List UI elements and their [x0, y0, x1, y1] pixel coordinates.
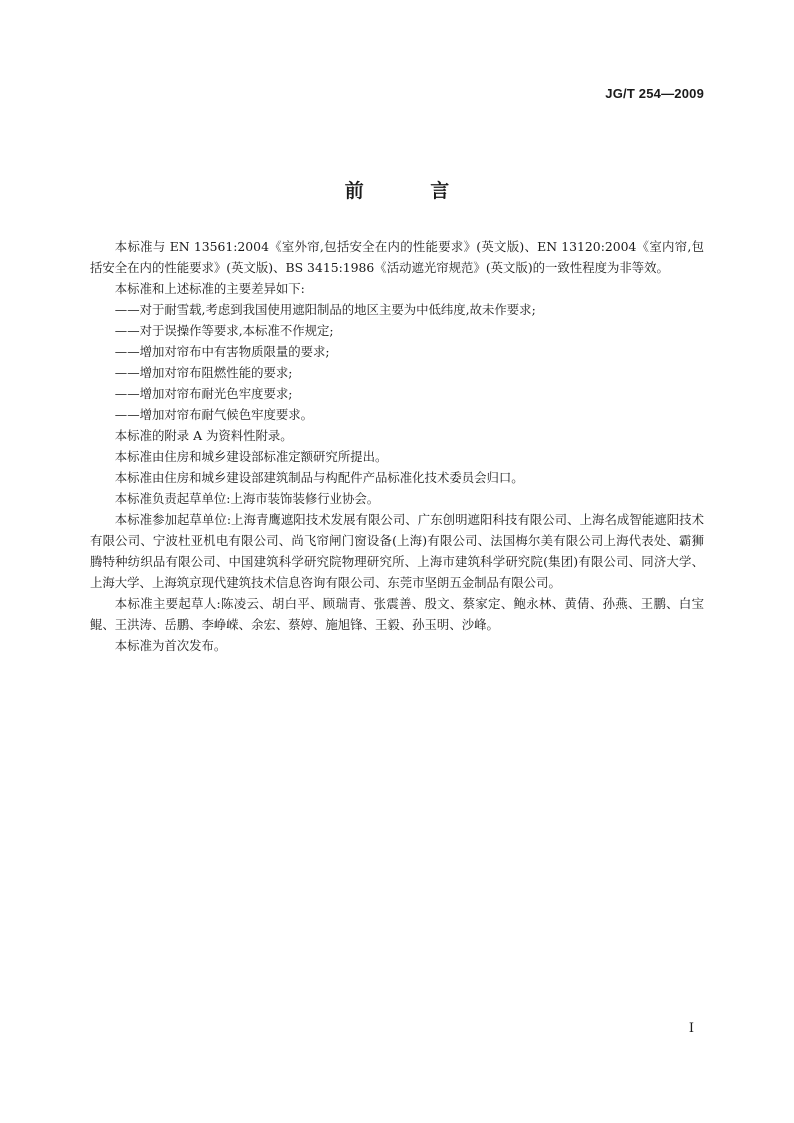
paragraph-appendix: 本标准的附录 A 为资料性附录。 — [114, 428, 293, 443]
page-title: 前 言 — [344, 180, 480, 202]
page-number: I — [688, 1021, 694, 1036]
paragraph-lead-drafter: 本标准负责起草单位:上海市装饰装修行业协会。 — [114, 491, 380, 506]
standard-code: JG/T 254—2009 — [605, 86, 704, 101]
paragraph-first-release: 本标准为首次发布。 — [114, 638, 227, 653]
paragraph-equivalence: 本标准与 EN 13561:2004《室外帘,包括安全在内的性能要求》(英文版)、EN 13120:2004《室内帘,包括安全在内的性能要求》(英文版)、BS 3415:1986《活动遮光帘规范》(英文版)的一致性程度为非等效。 — [90, 239, 704, 275]
difference-item-flame-retardant: ——增加对帘布阻燃性能的要求; — [114, 365, 293, 380]
paragraph-main-drafters: 本标准主要起草人:陈凌云、胡白平、顾瑞青、张震善、殷文、蔡家定、鲍永林、黄倩、孙燕、王鹏、白宝鲲、王洪涛、岳鹏、李峥嵘、余宏、蔡婷、施旭锋、王毅、孙玉明、沙峰。 — [90, 596, 704, 632]
difference-item-snow-load: ——对于耐雪载,考虑到我国使用遮阳制品的地区主要为中低纬度,故未作要求; — [114, 302, 536, 317]
difference-item-light-fastness: ——增加对帘布耐光色牢度要求; — [114, 386, 293, 401]
paragraph-participating-drafters: 本标准参加起草单位:上海青鹰遮阳技术发展有限公司、广东创明遮阳科技有限公司、上海名成智能遮阳技术有限公司、宁波杜亚机电有限公司、尚飞帘闸门窗设备(上海)有限公司、法国梅尔美有限公司上海代表处、霸狮腾特种纺织品有限公司、中国建筑科学研究院物理研究所、上海市建筑科学研究院(集团)有限公司、同济大学、上海大学、上海筑京现代建筑技术信息咨询有限公司、东莞市坚朗五金制品有限公司。 — [90, 512, 704, 590]
preface-body — [90, 236, 704, 656]
paragraph-proposer: 本标准由住房和城乡建设部标准定额研究所提出。 — [114, 449, 388, 464]
paragraph-differences-intro: 本标准和上述标准的主要差异如下: — [114, 281, 305, 296]
difference-item-weather-fastness: ——增加对帘布耐气候色牢度要求。 — [114, 407, 314, 422]
difference-item-harmful-substances: ——增加对帘布中有害物质限量的要求; — [114, 344, 330, 359]
difference-item-misoperation: ——对于误操作等要求,本标准不作规定; — [114, 323, 334, 338]
paragraph-centralized: 本标准由住房和城乡建设部建筑制品与构配件产品标准化技术委员会归口。 — [114, 470, 524, 485]
